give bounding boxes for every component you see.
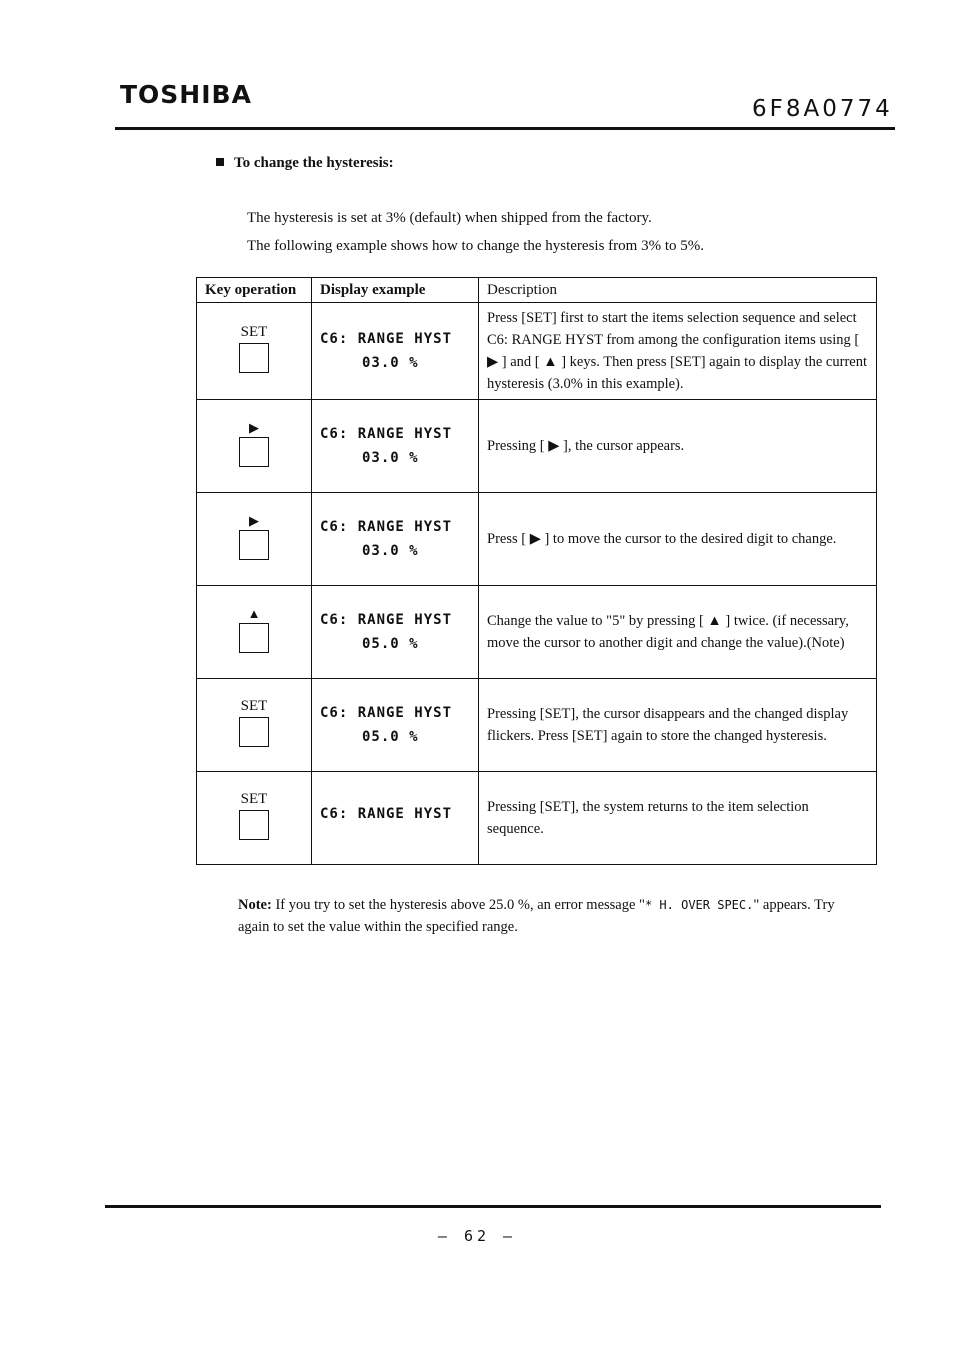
bullet-icon <box>216 158 224 166</box>
display-line-2: 05.0 % <box>362 729 419 745</box>
note-text-before: If you try to set the hysteresis above 25.0 %, an error message " <box>275 897 645 913</box>
display-line-2: 03.0 % <box>362 450 419 466</box>
display-line-1: C6: RANGE HYST <box>320 331 453 347</box>
up-arrow-icon: ▲ <box>247 605 261 621</box>
table-header-row <box>197 278 877 303</box>
key-label: SET <box>240 791 268 807</box>
description-cell: Press [ ▶ ] to move the cursor to the desired digit to change. <box>479 493 877 586</box>
display-cell <box>312 772 479 865</box>
display-cell <box>312 400 479 493</box>
display-line-1: C6: RANGE HYST <box>320 806 453 822</box>
table-row <box>197 772 877 865</box>
page-number: – 62 – <box>437 1227 517 1245</box>
key-cell <box>197 772 312 865</box>
note-label: Note: <box>238 897 272 913</box>
display-cell <box>312 493 479 586</box>
display-line-1: C6: RANGE HYST <box>320 426 453 442</box>
footer-rule <box>105 1205 881 1208</box>
right-arrow-icon: ▶ <box>249 512 259 528</box>
display-cell <box>312 679 479 772</box>
key-label: SET <box>240 324 268 340</box>
display-cell <box>312 586 479 679</box>
intro-line-2: The following example shows how to change the hysteresis from 3% to 5%. <box>247 238 704 254</box>
set-key-icon <box>239 343 269 373</box>
key-cell <box>197 400 312 493</box>
header-description: Description <box>479 278 877 303</box>
display-line-1: C6: RANGE HYST <box>320 519 453 535</box>
procedure-table <box>196 277 877 865</box>
display-line-1: C6: RANGE HYST <box>320 612 453 628</box>
document-number: 6F8A0774 <box>752 96 893 122</box>
description-cell: Change the value to "5" by pressing [ ▲ ] twice. (if necessary, move the cursor to another digit and change the value).(Note) <box>479 586 877 679</box>
header-key-operation: Key operation <box>197 278 312 303</box>
header-rule <box>115 127 895 130</box>
description-cell: Pressing [ ▶ ], the cursor appears. <box>479 400 877 493</box>
description-cell: Pressing [SET], the cursor disappears and the changed display flickers. Press [SET] again to store the changed hysteresis. <box>479 679 877 772</box>
key-cell <box>197 303 312 400</box>
key-cell <box>197 586 312 679</box>
table-row <box>197 400 877 493</box>
description-cell: Press [SET] first to start the items selection sequence and select C6: RANGE HYST from among the configuration items using [ ▶ ] and [ ▲ ] keys. Then press [SET] again to display the current hysteresis (3.0% in this example). <box>479 303 877 400</box>
brand-logo: TOSHIBA <box>120 80 252 109</box>
key-cell <box>197 679 312 772</box>
right-arrow-icon: ▶ <box>249 419 259 435</box>
table-row <box>197 586 877 679</box>
section-title: To change the hysteresis: <box>234 155 394 171</box>
table-row <box>197 493 877 586</box>
set-key-icon <box>239 717 269 747</box>
key-label: SET <box>240 698 268 714</box>
description-cell: Pressing [SET], the system returns to the item selection sequence. <box>479 772 877 865</box>
display-line-2: 03.0 % <box>362 543 419 559</box>
error-message: * H. OVER SPEC. <box>644 898 754 912</box>
note-text-after: " appears. Try again to set the value within the specified range. <box>238 897 835 935</box>
right-key-icon <box>239 530 269 560</box>
display-line-2: 03.0 % <box>362 355 419 371</box>
table-row <box>197 303 877 400</box>
intro-line-1: The hysteresis is set at 3% (default) when shipped from the factory. <box>247 210 652 226</box>
right-key-icon <box>239 437 269 467</box>
display-cell <box>312 303 479 400</box>
table-row <box>197 679 877 772</box>
display-line-1: C6: RANGE HYST <box>320 705 453 721</box>
section-heading <box>216 155 394 172</box>
key-cell <box>197 493 312 586</box>
header-display-example: Display example <box>312 278 479 303</box>
note-block <box>238 894 858 938</box>
up-key-icon <box>239 623 269 653</box>
set-key-icon <box>239 810 269 840</box>
display-line-2: 05.0 % <box>362 636 419 652</box>
